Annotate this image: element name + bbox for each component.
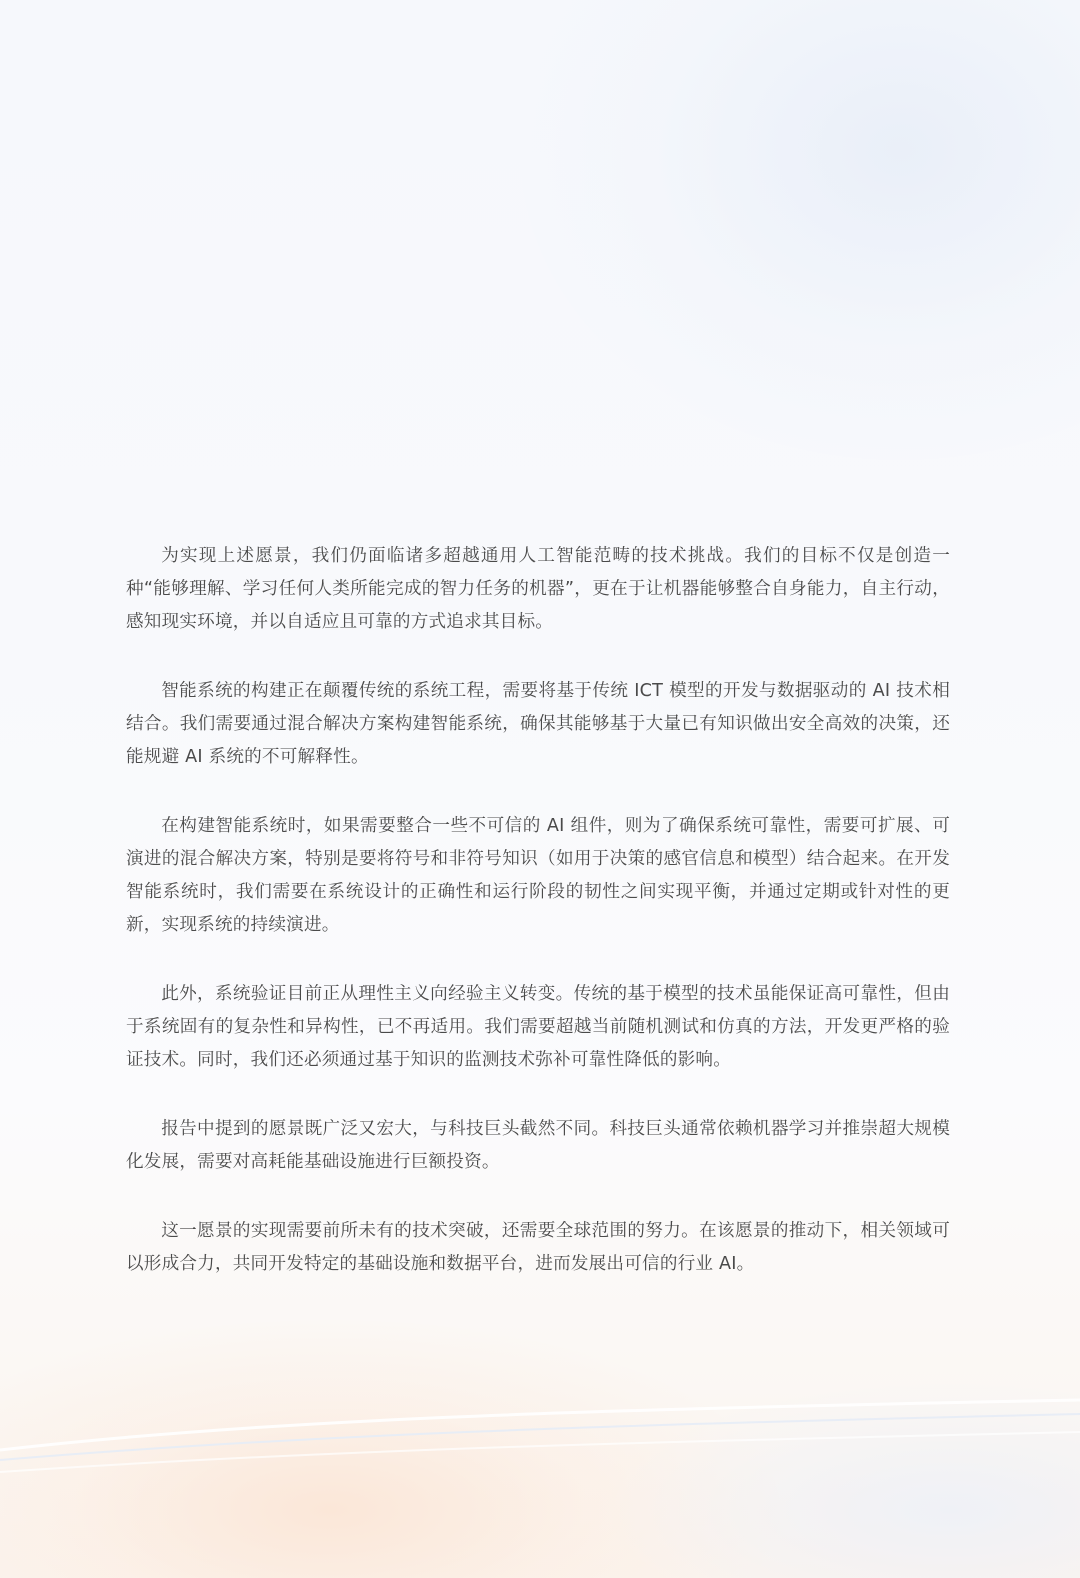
paragraph-3: 在构建智能系统时，如果需要整合一些不可信的 AI 组件，则为了确保系统可靠性，需要可扩展、可演进的混合解决方案，特别是要将符号和非符号知识（如用于决策的感官信息和模型）结合起来。在开发智能系统时，我们需要在系统设计的正确性和运行阶段的韧性之间实现平衡，并通过定期或针对性的更新，实现系统的持续演进。 bbox=[126, 816, 950, 935]
paragraph-1: 为实现上述愿景，我们仍面临诸多超越通用人工智能范畴的技术挑战。我们的目标不仅是创造一种“能够理解、学习任何人类所能完成的智力任务的机器”，更在于让机器能够整合自身能力，自主行动，感知现实环境，并以自适应且可靠的方式追求其目标。 bbox=[126, 546, 950, 632]
decorative-wave bbox=[0, 1380, 1080, 1500]
paragraph-6: 这一愿景的实现需要前所未有的技术突破，还需要全球范围的努力。在该愿景的推动下，相关领域可以形成合力，共同开发特定的基础设施和数据平台，进而发展出可信的行业 AI。 bbox=[126, 1221, 950, 1274]
background-glow-top bbox=[520, 0, 1080, 460]
paragraph-2: 智能系统的构建正在颠覆传统的系统工程，需要将基于传统 ICT 模型的开发与数据驱动的 AI 技术相结合。我们需要通过混合解决方案构建智能系统，确保其能够基于大量已有知识做出安全高效的决策，还能规避 AI 系统的不可解释性。 bbox=[126, 681, 950, 767]
paragraph-4: 此外，系统验证目前正从理性主义向经验主义转变。传统的基于模型的技术虽能保证高可靠性，但由于系统固有的复杂性和异构性，已不再适用。我们需要超越当前随机测试和仿真的方法，开发更严格的验证技术。同时，我们还必须通过基于知识的监测技术弥补可靠性降低的影响。 bbox=[126, 984, 950, 1070]
article-body bbox=[126, 540, 950, 1317]
paragraph-5: 报告中提到的愿景既广泛又宏大，与科技巨头截然不同。科技巨头通常依赖机器学习并推崇超大规模化发展，需要对高耗能基础设施进行巨额投资。 bbox=[126, 1119, 950, 1172]
